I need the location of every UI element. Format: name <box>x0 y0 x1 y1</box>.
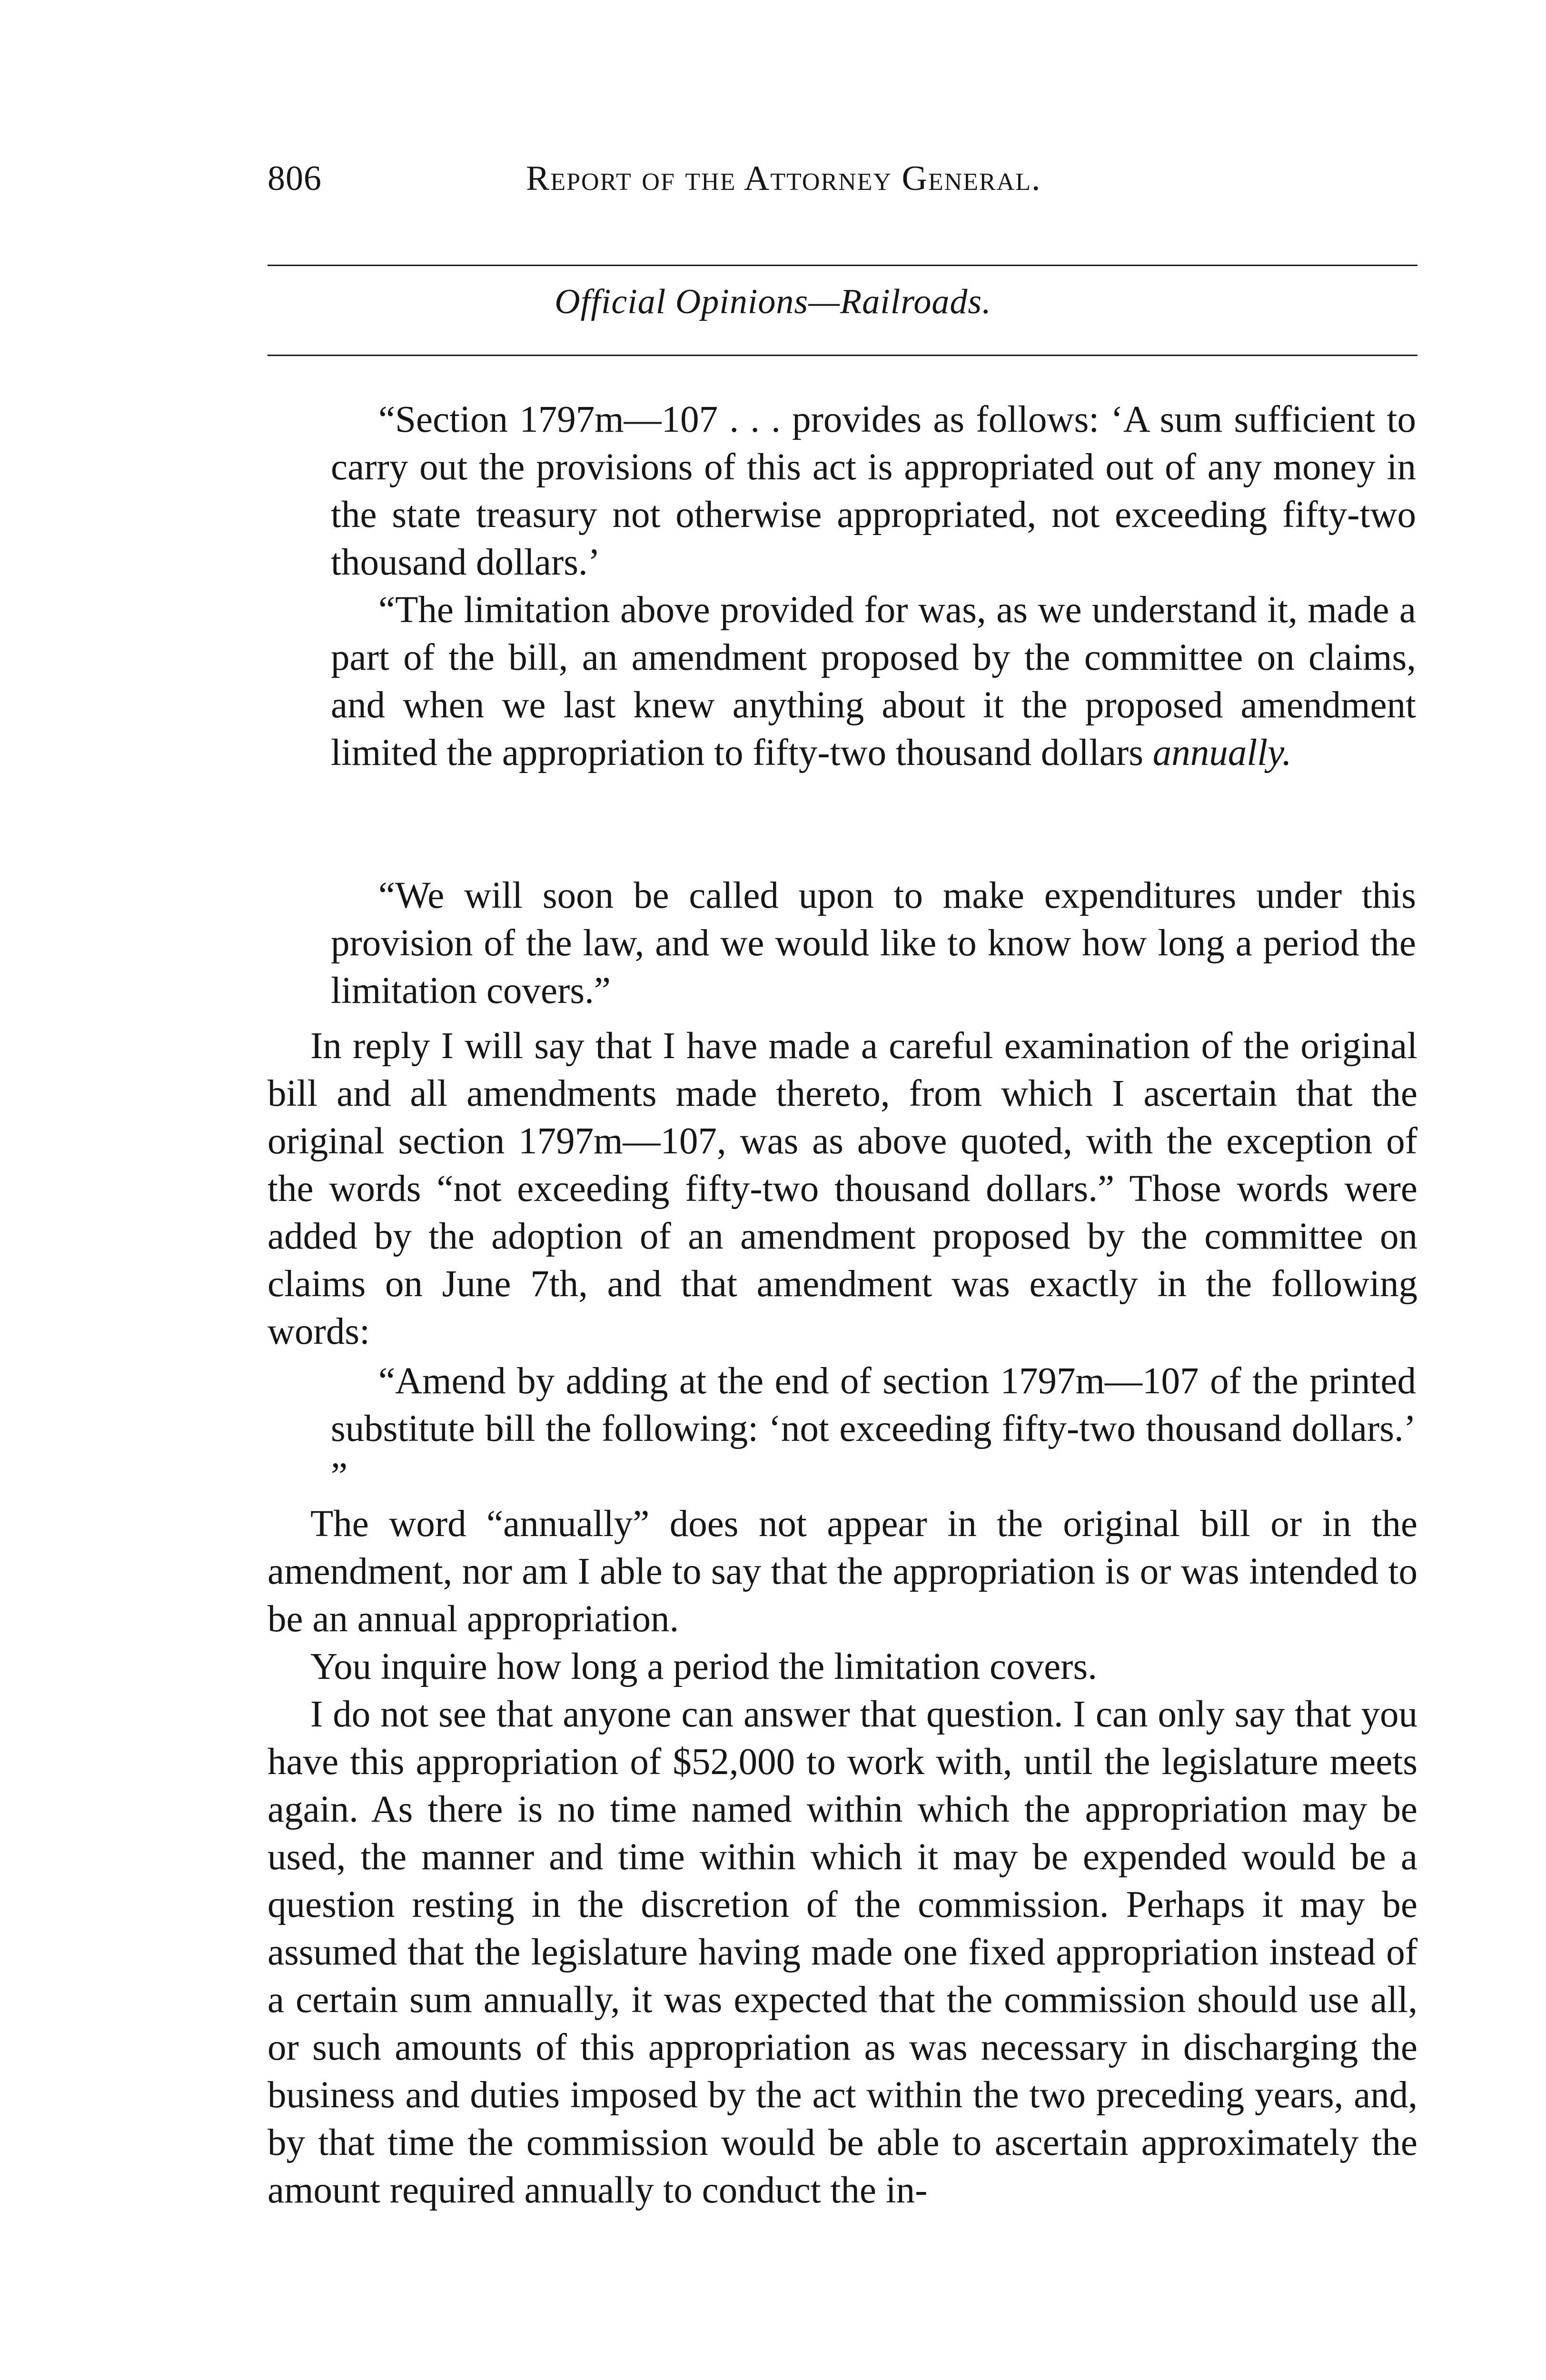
body-paragraph-3 <box>268 1643 1417 1691</box>
body-text-2: The word “annually” does not appear in the original bill or in the amendment, nor am I able to say that the appropriation is or was intended to be an annual appropriation. <box>268 1503 1417 1640</box>
quote-paragraph-3 <box>331 872 1416 1015</box>
quote-paragraph-4 <box>331 1358 1416 1500</box>
quote-text-2 <box>331 586 1416 777</box>
running-head: Report of the Attorney General. <box>526 159 1041 198</box>
quote-text-4: “Amend by adding at the end of section 1797m—107 of the printed substitute bill the following: ‘not exceeding fifty-two thousand dollars.’ ” <box>331 1360 1416 1497</box>
body-paragraph-2 <box>268 1500 1417 1643</box>
quote-paragraph-1 <box>331 396 1416 586</box>
quote-text-1: “Section 1797m—107 . . . provides as follows: ‘A sum sufficient to carry out the provisions of this act is appropriated out of any money in the state treasury not otherwise appropriated, not exceeding fifty-two thousand dollars.’ <box>331 399 1416 583</box>
quote-paragraph-2 <box>331 586 1416 777</box>
quote-text-2-main: “The limitation above provided for was, as we understand it, made a part of the bill, an amendment proposed by the committee on claims, and when we last knew anything about it the proposed amendment limited the appropriation to fifty-two thousand dollars <box>331 589 1416 774</box>
quote-text-3: “We will soon be called upon to make expenditures under this provision of the law, and we would like to know how long a period the limitation covers.” <box>331 875 1416 1012</box>
header-rule-bottom <box>268 355 1417 356</box>
body-paragraph-1 <box>268 1022 1417 1356</box>
body-text-1: In reply I will say that I have made a careful examination of the original bill and all amendments made thereto, from which I ascertain that the original section 1797m—107, was as above quoted, with the exception of the words “not exceeding fifty-two thousand dollars.” Those words were added by the adoption of an amendment proposed by the committee on claims on June 7th, and that amendment was exactly in the following words: <box>268 1025 1417 1352</box>
page-number: 806 <box>268 159 322 198</box>
quote-text-2-emphasis: annually. <box>1152 732 1292 774</box>
body-paragraph-4 <box>268 1691 1417 2214</box>
section-title: Official Opinions—Railroads. <box>555 282 991 321</box>
header-rule-top <box>268 265 1417 266</box>
body-text-4: I do not see that anyone can answer that question. I can only say that you have this appropriation of $52,000 to work with, until the legislature meets again. As there is no time named within which the appropriation may be used, the manner and time within which it may be expended would be a question resting in the discretion of the commission. Perhaps it may be assumed that the legislature having made one fixed appropriation instead of a certain sum annually, it was expected that the commission should use all, or such amounts of this appropriation as was necessary in discharging the business and duties imposed by the act within the two preceding years, and, by that time the commission would be able to ascertain approximately the amount required annually to conduct the in- <box>268 1694 1417 2211</box>
body-text-3: You inquire how long a period the limitation covers. <box>310 1646 1097 1687</box>
